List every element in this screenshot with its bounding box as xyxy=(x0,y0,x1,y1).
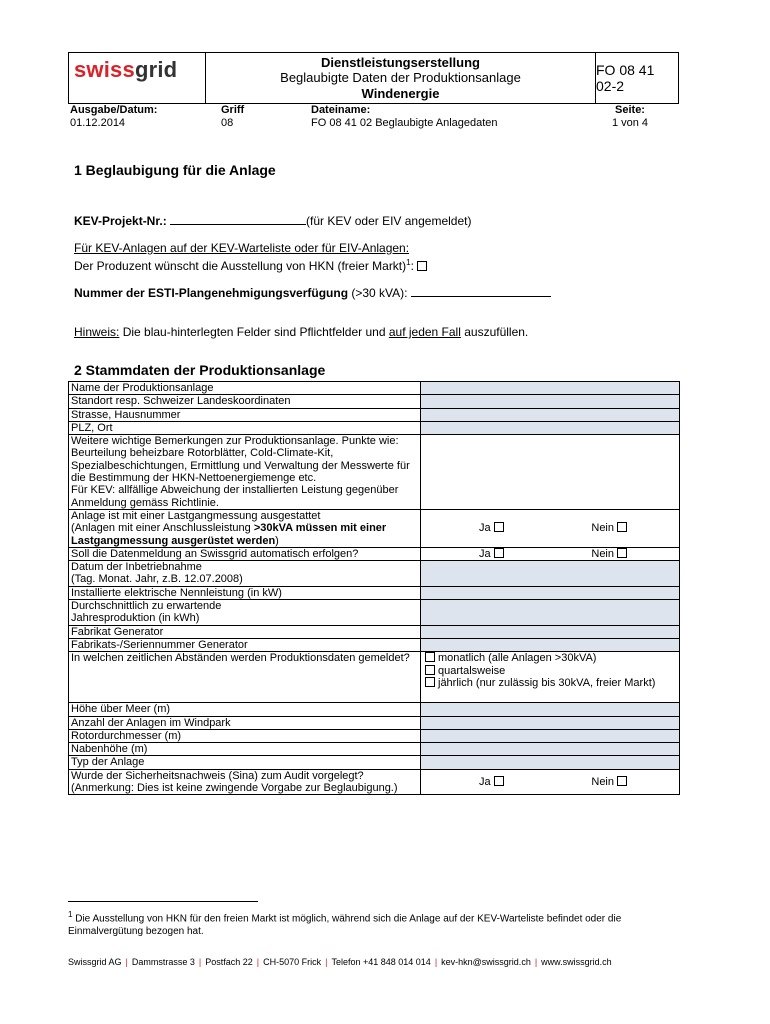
meta-dateiname: Dateiname: FO 08 41 02 Beglaubigte Anlagedaten xyxy=(311,104,498,129)
table-row: Wurde der Sicherheitsnachweis (Sina) zum Audit vorgelegt? (Anmerkung: Dies ist keine zwingende Vorgabe zur Beglaubigung.) Ja Nein xyxy=(69,769,680,795)
sina-ja-checkbox[interactable] xyxy=(494,776,504,786)
table-row: Höhe über Meer (m) xyxy=(69,703,680,716)
input-nennleistung[interactable] xyxy=(421,586,680,599)
table-row: Durchschnittlich zu erwartende Jahresproduktion (in kWh) xyxy=(69,600,680,626)
table-row: In welchen zeitlichen Abständen werden Produktionsdaten gemeldet? monatlich (alle Anlagen >30kVA) quartalsweise jährlich (nur zulässig bis 30kVA, freier Markt) xyxy=(69,652,680,703)
table-row: Nabenhöhe (m) xyxy=(69,743,680,756)
document-subtitle-2: Windenergie xyxy=(361,86,440,101)
table-row: Anzahl der Anlagen im Windpark xyxy=(69,716,680,729)
input-strasse[interactable] xyxy=(421,408,680,421)
table-row: Typ der Anlage xyxy=(69,756,680,769)
input-anzahl-anlagen[interactable] xyxy=(421,716,680,729)
stammdaten-table xyxy=(68,381,680,795)
document-title: Dienstleistungserstellung xyxy=(321,55,480,70)
table-row: Standort resp. Schweizer Landeskoordinaten xyxy=(69,395,680,408)
input-jahresproduktion[interactable] xyxy=(421,600,680,626)
lastgang-choice: Ja Nein xyxy=(421,509,680,547)
kev-projekt-line: KEV-Projekt-Nr.: (für KEV oder EIV angemeldet) xyxy=(74,214,472,228)
title-cell xyxy=(206,53,596,103)
table-row: Strasse, Hausnummer xyxy=(69,408,680,421)
table-row: Name der Produktionsanlage xyxy=(69,382,680,395)
table-row: Installierte elektrische Nennleistung (in kW) xyxy=(69,586,680,599)
hinweis-line: Hinweis: Die blau-hinterlegten Felder sind Pflichtfelder und auf jeden Fall auszufüllen. xyxy=(74,325,529,339)
page-footer: Swissgrid AG | Dammstrasse 3 | Postfach 22 | CH-5070 Frick | Telefon +41 848 014 014 | kev-hkn@swissgrid.ch | www.swissgrid.ch xyxy=(68,957,612,967)
datenmeldung-choice: Ja Nein xyxy=(421,547,680,560)
input-fabrikat[interactable] xyxy=(421,625,680,638)
warteliste-line: Für KEV-Anlagen auf der KEV-Warteliste oder für EIV-Anlagen: xyxy=(74,241,410,255)
footnote-rule xyxy=(68,901,258,902)
input-rotordurchmesser[interactable] xyxy=(421,729,680,742)
table-row: Datum der Inbetriebnahme (Tag. Monat. Jahr, z.B. 12.07.2008) xyxy=(69,561,680,587)
table-row: Fabrikats-/Seriennummer Generator xyxy=(69,638,680,651)
quartalsweise-checkbox[interactable] xyxy=(425,665,435,675)
logo-cell xyxy=(69,53,206,103)
table-row: Weitere wichtige Bemerkungen zur Produktionsanlage. Punkte wie: Beurteilung beheizbare Rotorblätter, Cold-Climate-Kit, Spezialbeschichtungen, Ermittlung und Verwaltung der Messwerte für die Bestimmung der HKN-Nettoenergiemenge etc. Für KEV: allfällige Abweichung der installierten Leistung gegenüber Anmeldung gemäss Richtlinie. xyxy=(69,435,680,510)
hkn-checkbox[interactable] xyxy=(417,261,427,271)
swissgrid-logo: swissgrid xyxy=(74,57,178,82)
datenmeldung-nein-checkbox[interactable] xyxy=(617,548,627,558)
lastgang-nein-checkbox[interactable] xyxy=(617,522,627,532)
table-row: Fabrikat Generator xyxy=(69,625,680,638)
input-name[interactable] xyxy=(421,382,680,395)
input-plz-ort[interactable] xyxy=(421,421,680,434)
section1-heading: 1 Beglaubigung für die Anlage xyxy=(74,162,276,178)
sina-choice: Ja Nein xyxy=(421,769,680,795)
document-header xyxy=(68,52,679,104)
kev-projekt-input[interactable] xyxy=(170,213,306,225)
jaehrlich-checkbox[interactable] xyxy=(425,677,435,687)
input-bemerkungen[interactable] xyxy=(421,435,680,510)
meta-griff: Griff 08 xyxy=(221,104,245,129)
input-standort[interactable] xyxy=(421,395,680,408)
input-hoehe[interactable] xyxy=(421,703,680,716)
monatlich-checkbox[interactable] xyxy=(425,652,435,662)
hkn-line: Der Produzent wünscht die Ausstellung von HKN (freier Markt)$^1$: xyxy=(74,256,427,273)
meta-ausgabe: Ausgabe/Datum: 01.12.2014 xyxy=(70,104,158,129)
meta-seite: Seite: 1 von 4 xyxy=(611,104,649,129)
table-row: PLZ, Ort xyxy=(69,421,680,434)
document-subtitle: Beglaubigte Daten der Produktionsanlage xyxy=(280,70,521,85)
esti-input[interactable] xyxy=(411,285,551,297)
footnote: $^1$ Die Ausstellung von HKN für den freien Markt ist möglich, während sich die Anlage auf der KEV-Warteliste befindet oder die Einmalvergütung bezogen hat. xyxy=(68,910,622,938)
footer-web-link[interactable]: www.swissgrid.ch xyxy=(541,957,612,967)
form-number: FO 08 41 02-2 xyxy=(596,62,655,94)
footer-email-link[interactable]: kev-hkn@swissgrid.ch xyxy=(441,957,531,967)
input-nabenhoehe[interactable] xyxy=(421,743,680,756)
interval-options: monatlich (alle Anlagen >30kVA) quartalsweise jährlich (nur zulässig bis 30kVA, freier Markt) xyxy=(421,652,680,703)
input-seriennummer[interactable] xyxy=(421,638,680,651)
datenmeldung-ja-checkbox[interactable] xyxy=(494,548,504,558)
section2-heading: 2 Stammdaten der Produktionsanlage xyxy=(74,362,326,378)
esti-line: Nummer der ESTI-Plangenehmigungsverfügung (>30 kVA): xyxy=(74,285,551,300)
input-typ[interactable] xyxy=(421,756,680,769)
table-row: Rotordurchmesser (m) xyxy=(69,729,680,742)
lastgang-ja-checkbox[interactable] xyxy=(494,522,504,532)
table-row: Soll die Datenmeldung an Swissgrid automatisch erfolgen? Ja Nein xyxy=(69,547,680,560)
input-inbetriebnahme[interactable] xyxy=(421,561,680,587)
table-row: Anlage ist mit einer Lastgangmessung ausgestattet (Anlagen mit einer Anschlussleistung >30kVA müssen mit einer Lastgangmessung ausgerüstet werden) Ja Nein xyxy=(69,509,680,547)
sina-nein-checkbox[interactable] xyxy=(617,776,627,786)
